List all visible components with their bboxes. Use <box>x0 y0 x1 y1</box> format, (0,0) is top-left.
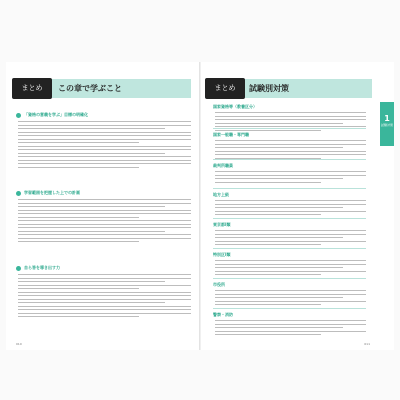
section <box>16 190 191 245</box>
section <box>16 112 191 170</box>
section-title: 「資格の意義を学ぶ」目標の明確化 <box>24 112 88 117</box>
exam-section-title: 市役所 <box>213 282 225 287</box>
chapter-tab <box>380 102 394 146</box>
exam-section <box>213 222 366 248</box>
page-number: 010 <box>16 342 22 346</box>
chapter-tab-number: 1 <box>384 114 390 123</box>
exam-section-title: 国家資格等（教養区分） <box>213 104 257 109</box>
left-page <box>6 62 199 350</box>
exam-section <box>213 252 366 278</box>
exam-section <box>213 132 366 161</box>
section-badge: まとめ <box>205 78 245 99</box>
exam-section-title: 警察・消防 <box>213 312 233 317</box>
section-title: 学習範囲を把握した上での計画 <box>24 190 80 195</box>
exam-section <box>213 192 366 218</box>
section-header-title: 試験別対策 <box>249 84 289 93</box>
chapter-header <box>14 79 191 98</box>
exam-section-title: 地方上級 <box>213 192 229 197</box>
page-number: 011 <box>364 342 370 346</box>
right-page <box>201 62 394 350</box>
exam-section-title: 特別区Ⅰ類 <box>213 252 231 257</box>
exam-section-title: 東京都Ⅰ類 <box>213 222 231 227</box>
section-title: 自ら答を導き出す力 <box>24 265 60 270</box>
section-header <box>205 79 372 98</box>
chapter-title: この章で学ぶこと <box>58 84 122 93</box>
bullet-icon <box>16 191 21 196</box>
exam-section <box>213 282 366 308</box>
exam-section-title: 裁判所職員 <box>213 163 233 168</box>
chapter-tab-label: 試験対策 <box>380 123 393 127</box>
chapter-badge: まとめ <box>12 78 52 99</box>
section <box>16 265 191 320</box>
bullet-icon <box>16 266 21 271</box>
exam-section-title: 国家一般職・専門職 <box>213 132 249 137</box>
exam-section <box>213 163 366 185</box>
exam-section <box>213 312 366 338</box>
bullet-icon <box>16 113 21 118</box>
